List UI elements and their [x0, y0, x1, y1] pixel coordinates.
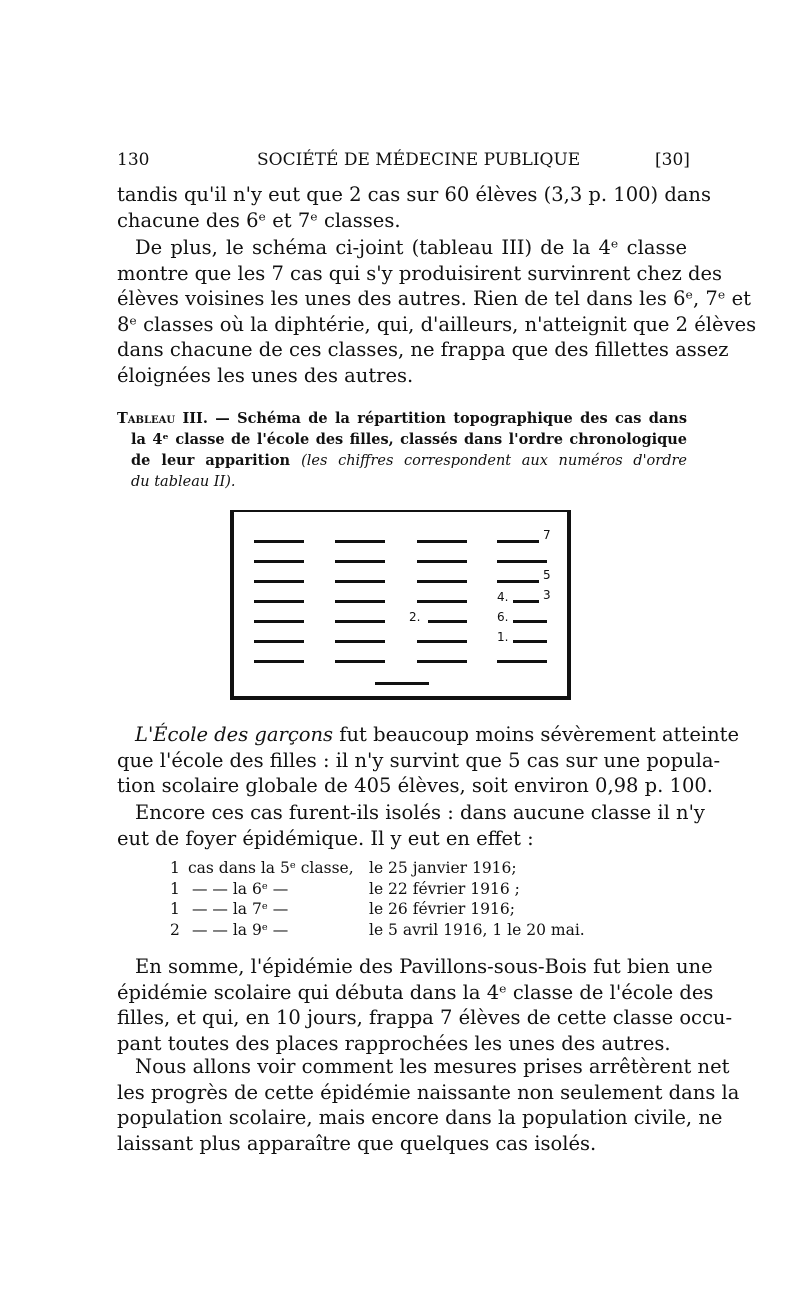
case-class: — — la 6ᵉ — [192, 879, 289, 898]
seat-label-7: 7 [543, 528, 551, 542]
seat-mark [513, 640, 547, 643]
case-date: le 5 avril 1916, 1 le 20 mai. [369, 920, 585, 939]
text-line: tion scolaire globale de 405 élèves, soit environ 0,98 p. 100. [117, 774, 713, 797]
text-line: les progrès de cette épidémie naissante non seulement dans la [117, 1080, 740, 1104]
case-date: le 22 février 1916 ; [369, 879, 520, 898]
case-class: cas dans la 5ᵉ classe, [188, 859, 354, 877]
caption-line-1 [117, 408, 687, 429]
text-line: tandis qu'il n'y eut que 2 cas sur 60 élèves (3,3 p. 100) dans [117, 183, 711, 206]
classroom-seating-diagram [230, 510, 571, 700]
seat-label-4: 4. [497, 590, 509, 604]
text-line: Nous allons voir comment les mesures prises arrêtèrent net [135, 1055, 730, 1078]
seat-mark [417, 660, 467, 663]
text-line: montre que les 7 cas qui s'y produisirent survinrent chez des [117, 261, 723, 285]
seat-mark [428, 620, 467, 623]
paragraph-5 [117, 954, 733, 1056]
text-line: En somme, l'épidémie des Pavillons-sous-Bois fut bien une [135, 955, 713, 978]
seat-mark [254, 560, 304, 563]
seat-label-2: 2. [409, 610, 421, 624]
caption-line-2: la 4ᵉ classe de l'école des filles, classés dans l'ordre chronologique [131, 431, 687, 448]
seat-mark [335, 620, 385, 623]
text-line: De plus, le schéma ci-joint (tableau III) de la 4ᵉ classe [135, 236, 687, 259]
paragraph-2 [117, 235, 757, 388]
text-line: Encore ces cas furent-ils isolés : dans aucune classe il n'y [135, 801, 705, 824]
paragraph-3 [117, 722, 740, 799]
paragraph-4 [117, 800, 705, 851]
case-date: le 25 janvier 1916; [369, 859, 517, 877]
seat-mark [513, 620, 547, 623]
case-date: le 26 février 1916; [369, 900, 515, 918]
seat-mark [497, 660, 547, 663]
caption-italic: (les chiffres correspondent aux numéros d'ordre [301, 453, 688, 469]
table-caption [117, 408, 687, 493]
seat-mark [417, 560, 467, 563]
text-line: épidémie scolaire qui débuta dans la 4ᵉ classe de l'école des [117, 980, 714, 1004]
seat-mark [335, 560, 385, 563]
seat-mark [417, 640, 467, 643]
caption-line-4: du tableau II). [131, 474, 236, 490]
seat-label-1: 1. [497, 630, 509, 644]
text: fut beaucoup moins sévèrement atteinte [333, 723, 740, 746]
text-line: 8ᵉ classes où la diphtérie, qui, d'ailleurs, n'atteignit que 2 élèves [117, 312, 757, 336]
text-line: pant toutes des places rapprochées les unes des autres. [117, 1031, 671, 1055]
seat-mark [335, 640, 385, 643]
case-count: 1 [170, 859, 180, 877]
case-class: — — la 7ᵉ — [192, 900, 289, 918]
caption-line-3 [117, 450, 687, 472]
italic-text: L'École des garçons [135, 723, 334, 746]
caption-text: — Schéma de la répartition topographique des cas dans [207, 410, 688, 427]
text-line: population scolaire, mais encore dans la population civile, ne [117, 1106, 723, 1129]
text-line: élèves voisines les unes des autres. Rien de tel dans les 6ᵉ, 7ᵉ et [117, 287, 751, 310]
case-row [170, 899, 620, 920]
cases-list [170, 858, 620, 940]
case-count: 1 [170, 900, 180, 918]
page-number: 130 [117, 150, 150, 170]
bracket-page-number: [30] [655, 150, 690, 170]
text-line: que l'école des filles : il n'y survint que 5 cas sur une popula- [117, 748, 721, 772]
seat-mark [417, 600, 467, 603]
seat-mark [335, 660, 385, 663]
teacher-desk-mark [375, 682, 429, 685]
seat-mark [254, 580, 304, 583]
seat-mark [335, 540, 385, 543]
case-row [170, 858, 620, 879]
text-line: chacune des 6ᵉ et 7ᵉ classes. [117, 208, 401, 232]
paragraph-6 [117, 1054, 740, 1156]
case-count: 1 [170, 879, 180, 898]
seat-mark [513, 600, 539, 603]
seat-label-6: 6. [497, 610, 509, 624]
seat-mark [335, 600, 385, 603]
case-count: 2 [170, 920, 180, 939]
seat-mark [497, 560, 547, 563]
case-class: — — la 9ᵉ — [192, 920, 289, 939]
text-line: eut de foyer épidémique. Il y eut en effet : [117, 826, 534, 850]
text-line [117, 722, 740, 748]
running-title: SOCIÉTÉ DE MÉDECINE PUBLIQUE [257, 150, 581, 170]
text-line: filles, et qui, en 10 jours, frappa 7 élèves de cette classe occu- [117, 1006, 733, 1029]
paragraph-1 [117, 182, 711, 233]
text-line: laissant plus apparaître que quelques cas isolés. [117, 1131, 597, 1155]
seat-mark [335, 580, 385, 583]
seat-label-3: 3 [543, 588, 551, 602]
seat-mark [497, 540, 539, 543]
caption-text: de leur apparition [131, 452, 302, 469]
seat-mark [254, 540, 304, 543]
seat-mark [254, 640, 304, 643]
text-line: éloignées les unes des autres. [117, 363, 414, 387]
seat-mark [254, 660, 304, 663]
caption-label: Tableau III. [117, 410, 208, 427]
seat-mark [254, 600, 304, 603]
seat-label-5: 5 [543, 568, 551, 582]
seat-mark [417, 580, 467, 583]
case-row [170, 920, 620, 941]
seat-mark [497, 580, 539, 583]
seat-mark [254, 620, 304, 623]
seat-mark [417, 540, 467, 543]
case-row [170, 879, 620, 900]
text-line: dans chacune de ces classes, ne frappa que des fillettes assez [117, 338, 729, 361]
